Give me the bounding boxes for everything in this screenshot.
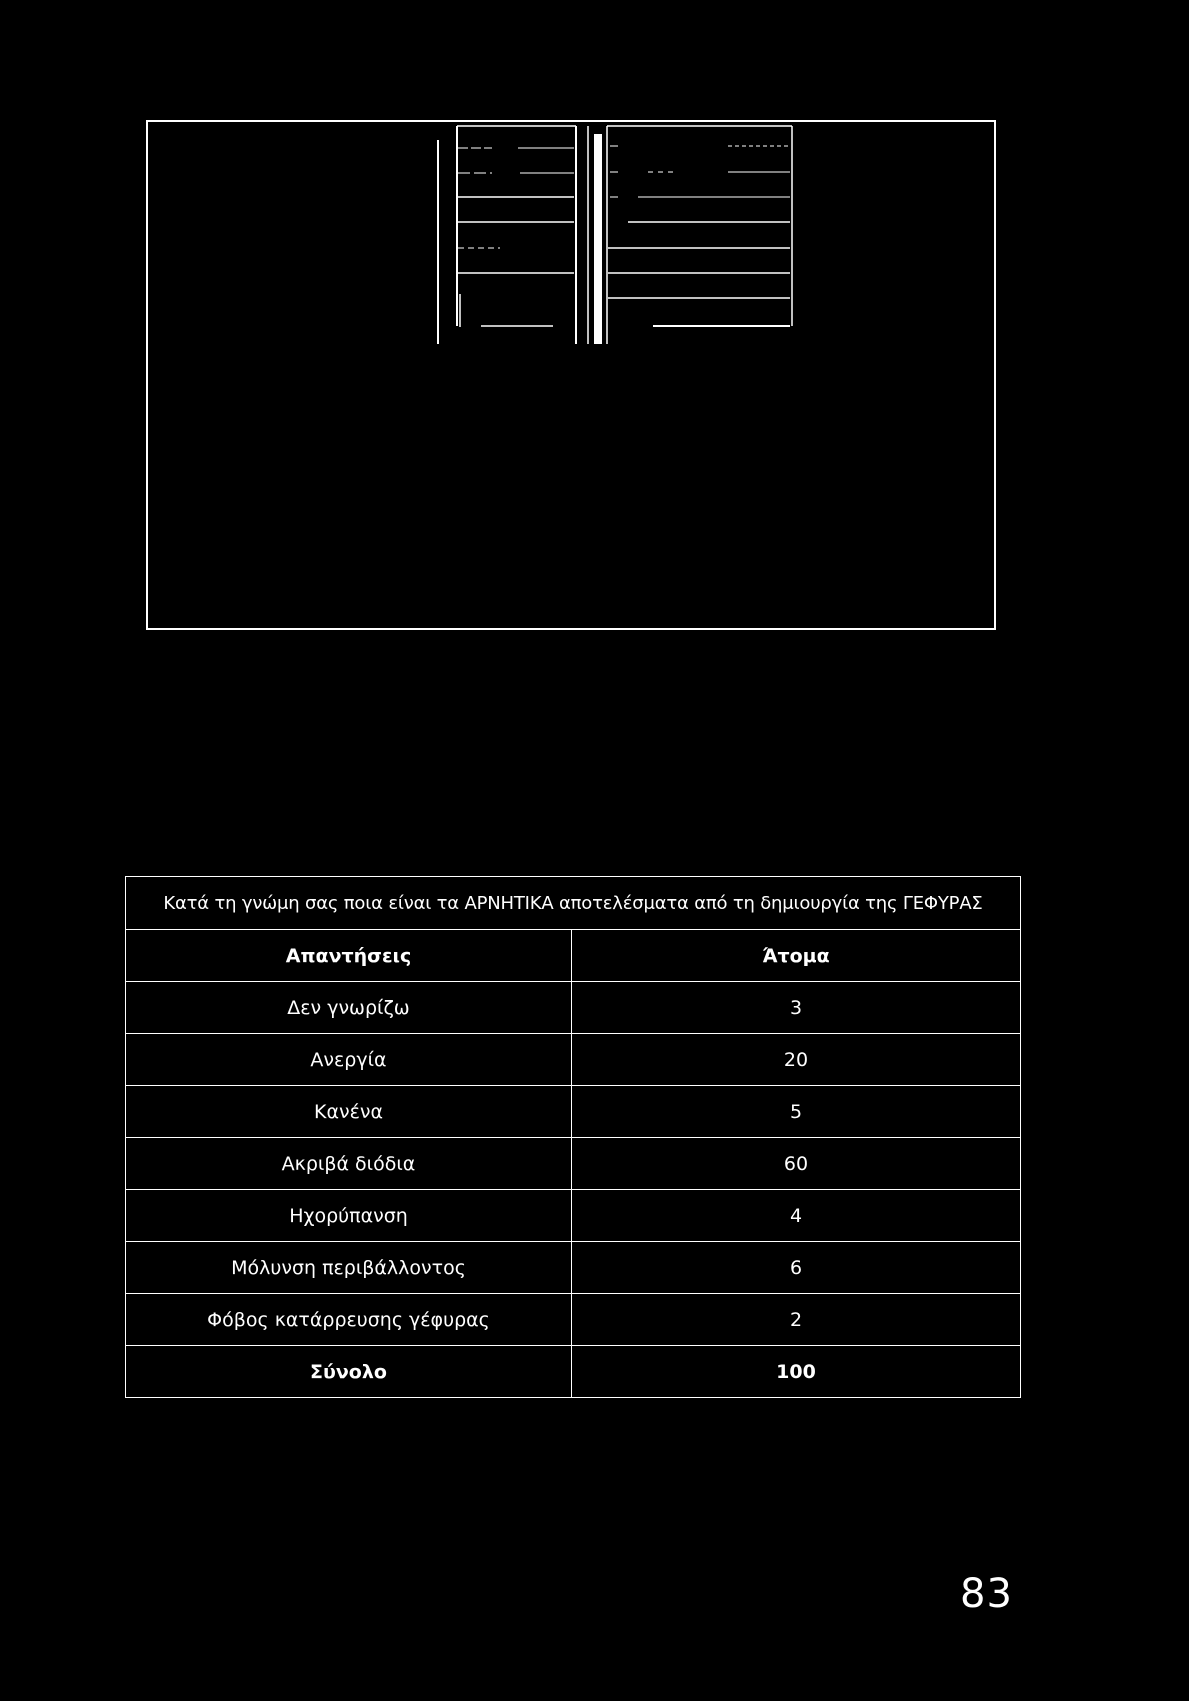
header-answers: Απαντήσεις: [126, 930, 572, 982]
page-number: 83: [960, 1571, 1013, 1617]
persons-cell: 3: [572, 982, 1021, 1034]
header-persons: Άτομα: [572, 930, 1021, 982]
table-caption: Κατά τη γνώμη σας ποια είναι τα ΑΡΝΗΤΙΚΑ αποτελέσματα από τη δημιουργία της ΓΕΦΥΡΑΣ: [126, 877, 1021, 930]
table-row: [126, 1190, 1021, 1242]
table-row: [126, 1242, 1021, 1294]
answer-cell: Ακριβά διόδια: [126, 1138, 572, 1190]
total-value: 100: [572, 1346, 1021, 1398]
persons-cell: 6: [572, 1242, 1021, 1294]
answer-cell: Δεν γνωρίζω: [126, 982, 572, 1034]
table-row: [126, 1294, 1021, 1346]
table-row: [126, 1138, 1021, 1190]
chart-image-frame: [146, 120, 996, 630]
table-caption-row: [126, 877, 1021, 930]
persons-cell: 5: [572, 1086, 1021, 1138]
table-row: [126, 1034, 1021, 1086]
answer-cell: Μόλυνση περιβάλλοντος: [126, 1242, 572, 1294]
persons-cell: 4: [572, 1190, 1021, 1242]
table-row: [126, 1086, 1021, 1138]
persons-cell: 60: [572, 1138, 1021, 1190]
persons-cell: 2: [572, 1294, 1021, 1346]
table-total-row: [126, 1346, 1021, 1398]
persons-cell: 20: [572, 1034, 1021, 1086]
answer-cell: Ανεργία: [126, 1034, 572, 1086]
table-header-row: [126, 930, 1021, 982]
total-label: Σύνολο: [126, 1346, 572, 1398]
answer-cell: Ηχορύπανση: [126, 1190, 572, 1242]
faded-chart-graphic: [148, 122, 994, 628]
answer-cell: Φόβος κατάρρευσης γέφυρας: [126, 1294, 572, 1346]
answer-cell: Κανένα: [126, 1086, 572, 1138]
table-row: [126, 982, 1021, 1034]
negative-results-table: [125, 876, 1021, 1398]
